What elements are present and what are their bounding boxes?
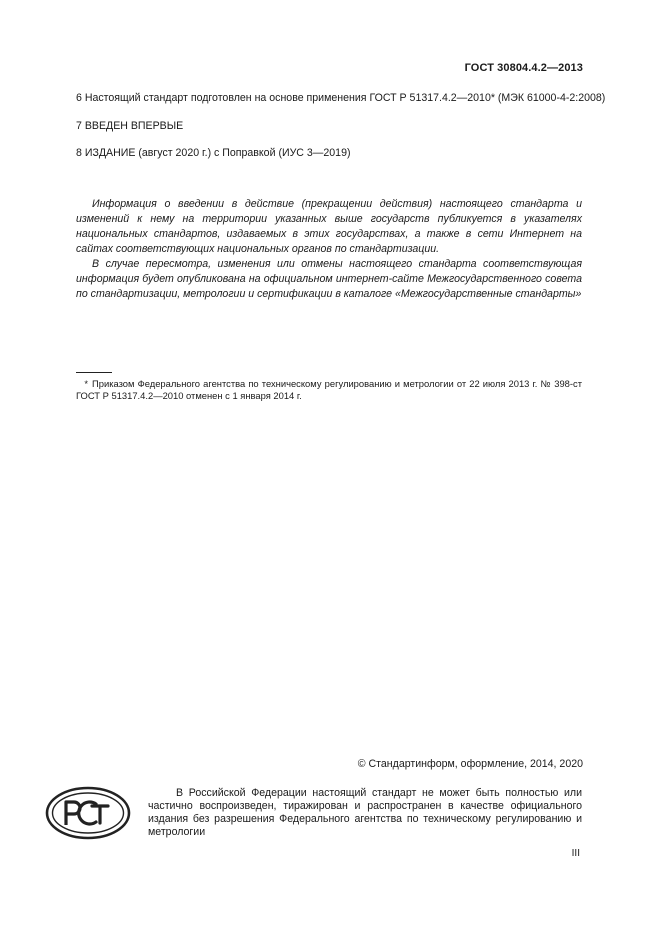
footnote-text: Приказом Федерального агентства по техническому регулированию и метрологии от 22 июля 2013 г. № 398-ст ГОСТ Р 51317.4.2—2010 отменен с 1 января 2014 г. — [76, 378, 582, 401]
item-6-based-on: 6 Настоящий стандарт подготовлен на основе применения ГОСТ Р 51317.4.2—2010* (МЭК 61000-4-2:2008) — [76, 92, 606, 104]
reproduction-notice-text: В Российской Федерации настоящий стандарт не может быть полностью или частично воспроизведен, тиражирован и распространен в качестве официального издания без разрешения Федерального агентства по техническому регулированию и метрологии — [148, 787, 582, 838]
info-block — [76, 197, 582, 302]
reproduction-notice — [148, 787, 582, 839]
copyright-line: © Стандартинформ, оформление, 2014, 2020 — [357, 758, 583, 770]
info-paragraph-revision: В случае пересмотра, изменения или отмены настоящего стандарта соответствующая информация будет опубликована на официальном интернет-сайте Межгосударственного совета по стандартизации, метрологии и сертификации в каталоге «Межгосударственные стандарты» — [76, 258, 582, 300]
footnote-separator — [76, 372, 112, 373]
page-number: III — [571, 848, 580, 859]
item-8-edition: 8 ИЗДАНИЕ (август 2020 г.) с Поправкой (ИУС 3—2019) — [76, 147, 351, 159]
rst-certification-mark-icon — [44, 785, 132, 841]
footnote-mark: * — [84, 378, 88, 389]
standard-code-header: ГОСТ 30804.4.2—2013 — [464, 62, 583, 74]
footnote — [76, 378, 582, 402]
info-paragraph-enactment: Информация о введении в действие (прекращении действия) настоящего стандарта и изменений к нему на территории указанных выше государств публикуется в указателях национальных стандартов, издаваемых в этих государствах, а также в сети Интернет на сайтах соответствующих национальных органов по стандартизации. — [76, 198, 582, 255]
item-7-introduced-first: 7 ВВЕДЕН ВПЕРВЫЕ — [76, 120, 184, 132]
